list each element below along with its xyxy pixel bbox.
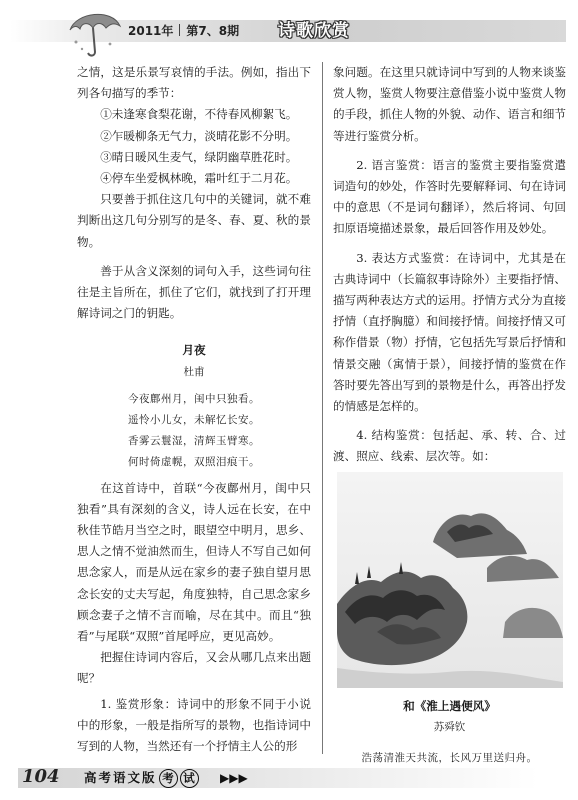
left-paragraph-5: 把握住诗词内容后，又会从哪几点来出题呢？ xyxy=(77,650,311,686)
poem-line: 香雾云鬟湿，清辉玉臂寒。 xyxy=(128,435,260,448)
page-header xyxy=(0,0,578,62)
journal-name xyxy=(84,769,199,787)
poem-author: 苏舜钦 xyxy=(433,720,466,733)
spacer xyxy=(333,147,566,155)
spacer xyxy=(77,253,311,261)
poem-line: 何时倚虚幌，双照泪痕干。 xyxy=(128,456,260,469)
poem-author: 杜甫 xyxy=(183,365,205,378)
arrows-icon: ▶▶▶ xyxy=(220,771,248,785)
journal-circled-char: 试 xyxy=(180,769,199,788)
left-paragraph-3: 善于从含义深刻的词句入手，这些词句往往是主旨所在，抓住了它们，就找到了打开理解诗词之门的钥匙。 xyxy=(77,263,311,321)
left-paragraph-2: 只要善于抓住这几句中的关键词，就不难判断出这几句分别写的是冬、春、夏、秋的景物。 xyxy=(77,192,311,249)
left-column xyxy=(77,62,311,757)
umbrella-icon xyxy=(66,4,124,60)
example-line-3: ③晴日暖风生麦气，绿阴幽草胜花时。 xyxy=(100,149,298,164)
right-paragraph-4: 4. 结构鉴赏：包括起、承、转、合、过渡、照应、线索、层次等。如： xyxy=(333,428,566,464)
right-paragraph-3: 3. 表达方式鉴赏：在诗词中，尤其是在古典诗词中（长篇叙事诗除外）主要指抒情、描写两种表达方式的运用。抒情方式分为直接抒情（直抒胸臆）和间接抒情。间接抒情又可称作借景（物）抒情，它包括先写景后抒情和情景交融（寓情于景），间接抒情的鉴赏在作答时要先答出写到的景物是什么，再答出抒发的情感是怎样的。 xyxy=(333,250,566,414)
issue-year: 2011年 xyxy=(128,24,174,38)
example-line-2: ②乍暖柳条无气力，淡晴花影不分明。 xyxy=(100,128,298,143)
right-paragraph-1: 象问题。在这里只就诗词中写到的人物来谈鉴赏人物，鉴赏人物要注意借鉴小说中鉴赏人物的手段，抓住人物的外貌、动作、语言和细节等进行鉴赏分析。 xyxy=(333,65,566,143)
journal-name-plain: 高考语文版 xyxy=(84,770,157,785)
poem-line: 浩荡清淮天共流，长风万里送归舟。 xyxy=(361,752,538,765)
page-footer xyxy=(0,756,578,800)
poem-line: 遥怜小儿女，未解忆长安。 xyxy=(128,414,260,427)
example-line-1: ①未逢寒食梨花谢，不待春风柳絮飞。 xyxy=(100,107,298,122)
right-column xyxy=(333,62,566,790)
column-title: 诗歌欣赏 xyxy=(278,21,350,41)
left-paragraph-6: 1. 鉴赏形象：诗词中的形象不同于小说中的形象，一般是指所写的景物，也指诗词中写到的人物，当然还有一个抒情主人公的形 xyxy=(77,696,311,754)
column-divider xyxy=(322,62,323,754)
spacer xyxy=(333,240,566,248)
left-paragraph-1: 之情，这是乐景写哀情的手法。例如，指出下列各句描写的季节： xyxy=(77,65,311,101)
journal-circled-char: 考 xyxy=(159,769,178,788)
right-paragraph-2: 2. 语言鉴赏：语言的鉴赏主要指鉴赏遣词造句的妙处，作答时先要解释词、句在诗词中的意思（不是词句翻译），然后将词、句回扣原语境描述景象，最后回答作用及妙处。 xyxy=(333,157,566,236)
poem-title: 月夜 xyxy=(182,343,206,358)
spacer xyxy=(333,417,566,425)
page-number: 104 xyxy=(22,766,60,787)
poem-line: 今夜鄜州月，闺中只独看。 xyxy=(128,392,260,405)
example-line-4: ④停车坐爱枫林晚，霜叶红于二月花。 xyxy=(100,171,298,186)
header-separator xyxy=(179,24,180,36)
issue-number: 第7、8期 xyxy=(186,24,240,38)
spacer xyxy=(77,324,311,340)
left-paragraph-4: 在这首诗中，首联“今夜鄜州月，闺中只独看”具有深刻的含义，诗人远在长安，在中秋佳节皓月当空之时，眼望空中明月，思乡、思人之情不觉油然而生，但诗人不写自己如何思念家人，而是从远在家乡的妻子独自望月思念长安的丈夫写起，角度独特，自己思念家乡顾念妻子之情不言而喻，尽在其中。而且“独看”与尾联“双照”首尾呼应，更见高妙。 xyxy=(77,480,311,644)
issue-info xyxy=(128,22,245,40)
landscape-painting xyxy=(337,472,563,688)
poem-title: 和《淮上遇便风》 xyxy=(403,698,496,713)
